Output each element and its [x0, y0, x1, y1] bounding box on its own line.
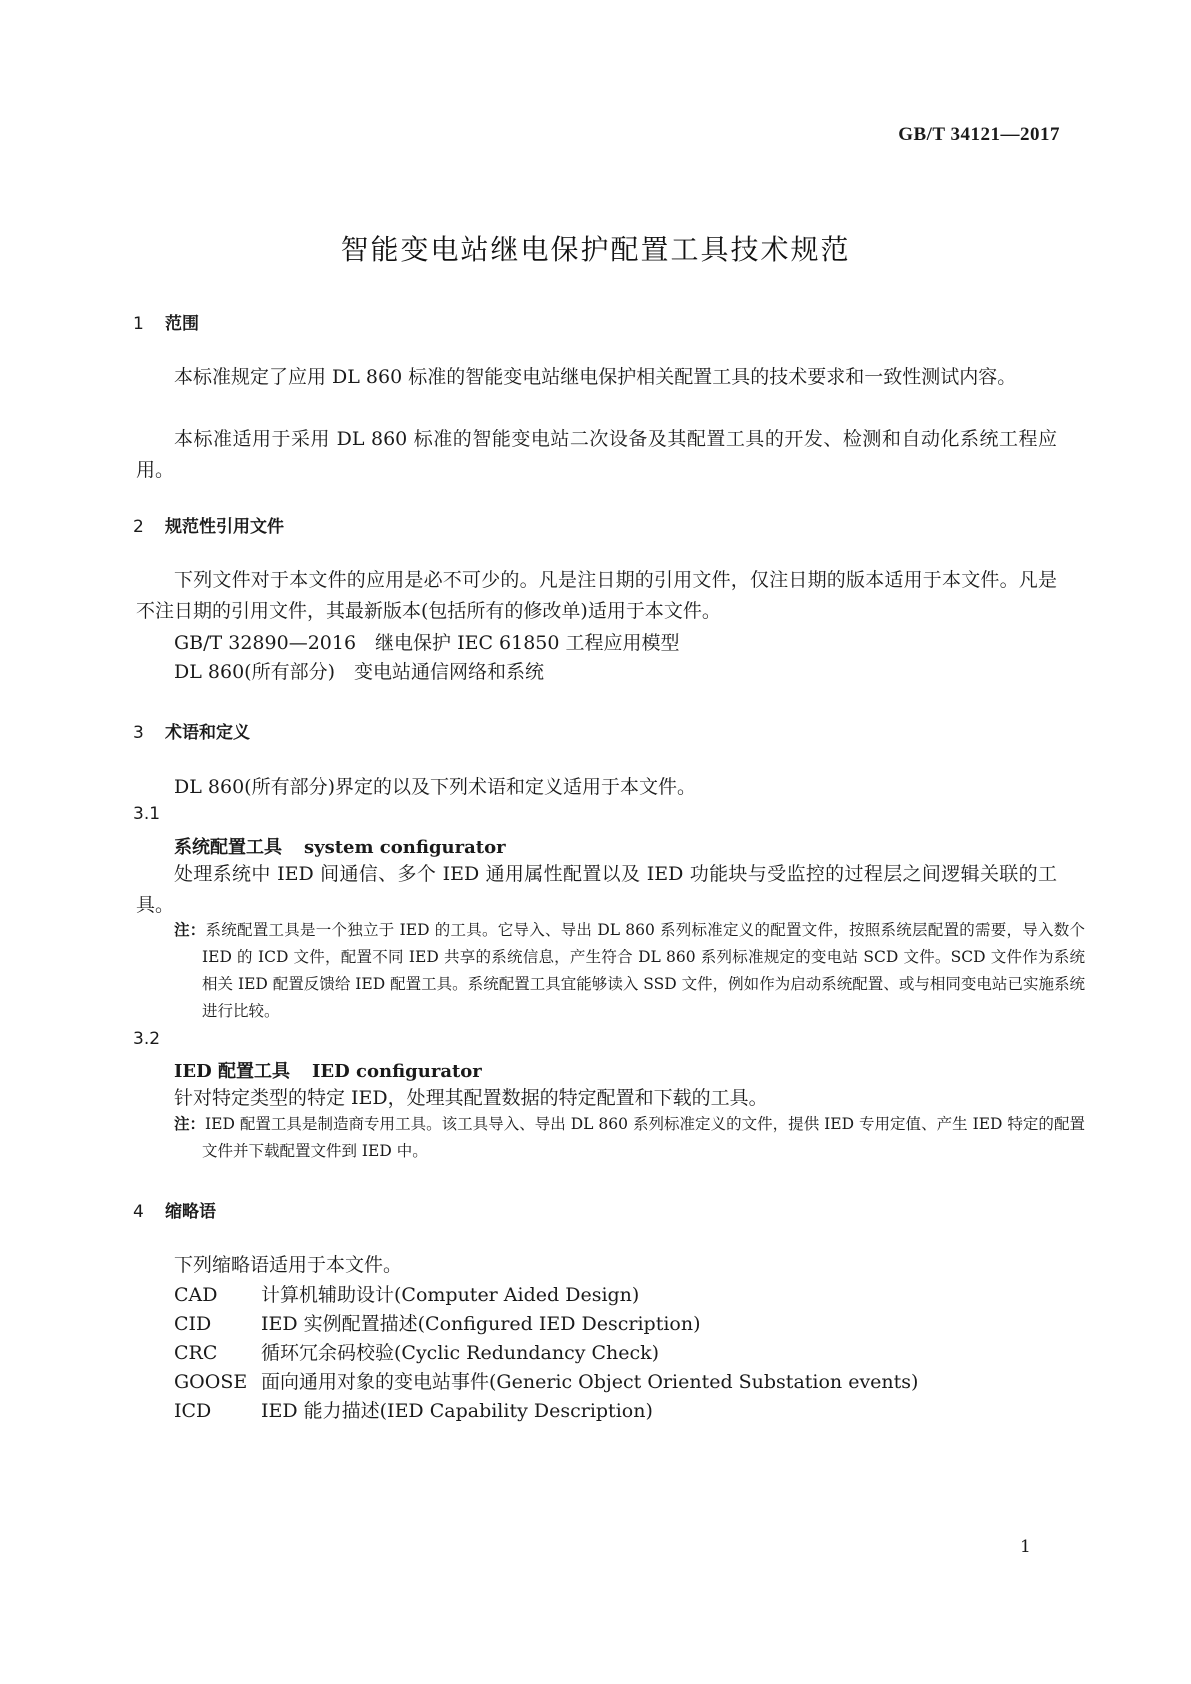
abbreviation-text: IED 能力描述(IED Capability Description): [261, 1400, 653, 1422]
abbreviation-row: [174, 1309, 701, 1336]
section-4-intro: 下列缩略语适用于本文件。: [174, 1254, 403, 1276]
abbreviation-row: [174, 1280, 639, 1307]
note-label: 注：: [174, 1114, 206, 1133]
term-number: 3.2: [133, 1029, 161, 1049]
note-label: 注：: [174, 920, 206, 939]
term-note: [174, 1110, 1085, 1165]
normative-reference: DL 860(所有部分) 变电站通信网络和系统: [174, 661, 544, 683]
section-1-paragraph-1: 本标准规定了应用 DL 860 标准的智能变电站继电保护相关配置工具的技术要求和一致性测试内容。: [174, 366, 1017, 388]
page-number: 1: [1020, 1537, 1031, 1557]
note-text: 系统配置工具是一个独立于 IED 的工具。它导入、导出 DL 860 系列标准定义的配置文件，按照系统层配置的需要，导入数个 IED 的 ICD 文件，配置不同 IED 共享的系统信息，产生符合 DL 860 系列标准规定的变电站 SCD 文件。SCD 文件作为系统相关 IED 配置反馈给 IED 配置工具。系统配置工具宜能够读入 SSD 文件，例如作为启动系统配置、或与相同变电站已实施系统进行比较。: [202, 921, 1085, 1020]
section-2-paragraph: 下列文件对于本文件的应用是必不可少的。凡是注日期的引用文件，仅注日期的版本适用于本文件。凡是不注日期的引用文件，其最新版本(包括所有的修改单)适用于本文件。: [136, 569, 1057, 622]
note-text: IED 配置工具是制造商专用工具。该工具导入、导出 DL 860 系列标准定义的文件，提供 IED 专用定值、产生 IED 特定的配置文件并下载配置文件到 IED 中。: [202, 1115, 1085, 1160]
term-number: 3.1: [133, 804, 161, 824]
section-title: 术语和定义: [165, 723, 250, 743]
section-number: 2: [133, 517, 144, 537]
section-number: 3: [133, 723, 144, 743]
term-chinese: 系统配置工具: [174, 837, 282, 858]
abbreviation-text: IED 实例配置描述(Configured IED Description): [261, 1313, 701, 1335]
abbreviation-row: [174, 1367, 918, 1394]
abbreviation-code: GOOSE: [174, 1371, 248, 1393]
section-number: 4: [133, 1202, 144, 1222]
abbreviation-row: [174, 1396, 653, 1423]
section-title: 范围: [165, 314, 199, 334]
section-title: 规范性引用文件: [165, 517, 284, 537]
abbreviation-text: 计算机辅助设计(Computer Aided Design): [261, 1284, 640, 1306]
section-1-paragraph-2: 本标准适用于采用 DL 860 标准的智能变电站二次设备及其配置工具的开发、检测和自动化系统工程应用。: [136, 428, 1057, 481]
section-3-heading: [133, 718, 250, 743]
term-heading: [174, 833, 506, 859]
abbreviation-row: [174, 1338, 659, 1365]
abbreviation-code: CRC: [174, 1342, 218, 1364]
section-number: 1: [133, 314, 144, 334]
abbreviation-code: CID: [174, 1313, 212, 1335]
term-note: [174, 916, 1085, 1025]
abbreviation-code: CAD: [174, 1284, 218, 1306]
normative-reference: GB/T 32890—2016 继电保护 IEC 61850 工程应用模型: [174, 632, 680, 654]
term-heading: [174, 1057, 482, 1083]
section-4-heading: [133, 1197, 216, 1222]
section-title: 缩略语: [165, 1202, 216, 1222]
term-english: system configurator: [304, 837, 506, 858]
term-definition: 处理系统中 IED 间通信、多个 IED 通用属性配置以及 IED 功能块与受监控的过程层之间逻辑关联的工具。: [136, 863, 1057, 916]
standard-number: GB/T 34121—2017: [898, 124, 1060, 145]
term-definition: 针对特定类型的特定 IED，处理其配置数据的特定配置和下载的工具。: [174, 1087, 768, 1109]
section-2-heading: [133, 512, 284, 537]
section-1-heading: [133, 309, 199, 334]
document-title: 智能变电站继电保护配置工具技术规范: [340, 233, 851, 266]
abbreviation-code: ICD: [174, 1400, 212, 1422]
abbreviation-text: 面向通用对象的变电站事件(Generic Object Oriented Substation events): [261, 1371, 919, 1393]
section-3-intro: DL 860(所有部分)界定的以及下列术语和定义适用于本文件。: [174, 776, 696, 798]
abbreviation-text: 循环冗余码校验(Cyclic Redundancy Check): [261, 1342, 660, 1364]
term-english: IED configurator: [312, 1061, 482, 1082]
term-chinese: IED 配置工具: [174, 1061, 291, 1082]
